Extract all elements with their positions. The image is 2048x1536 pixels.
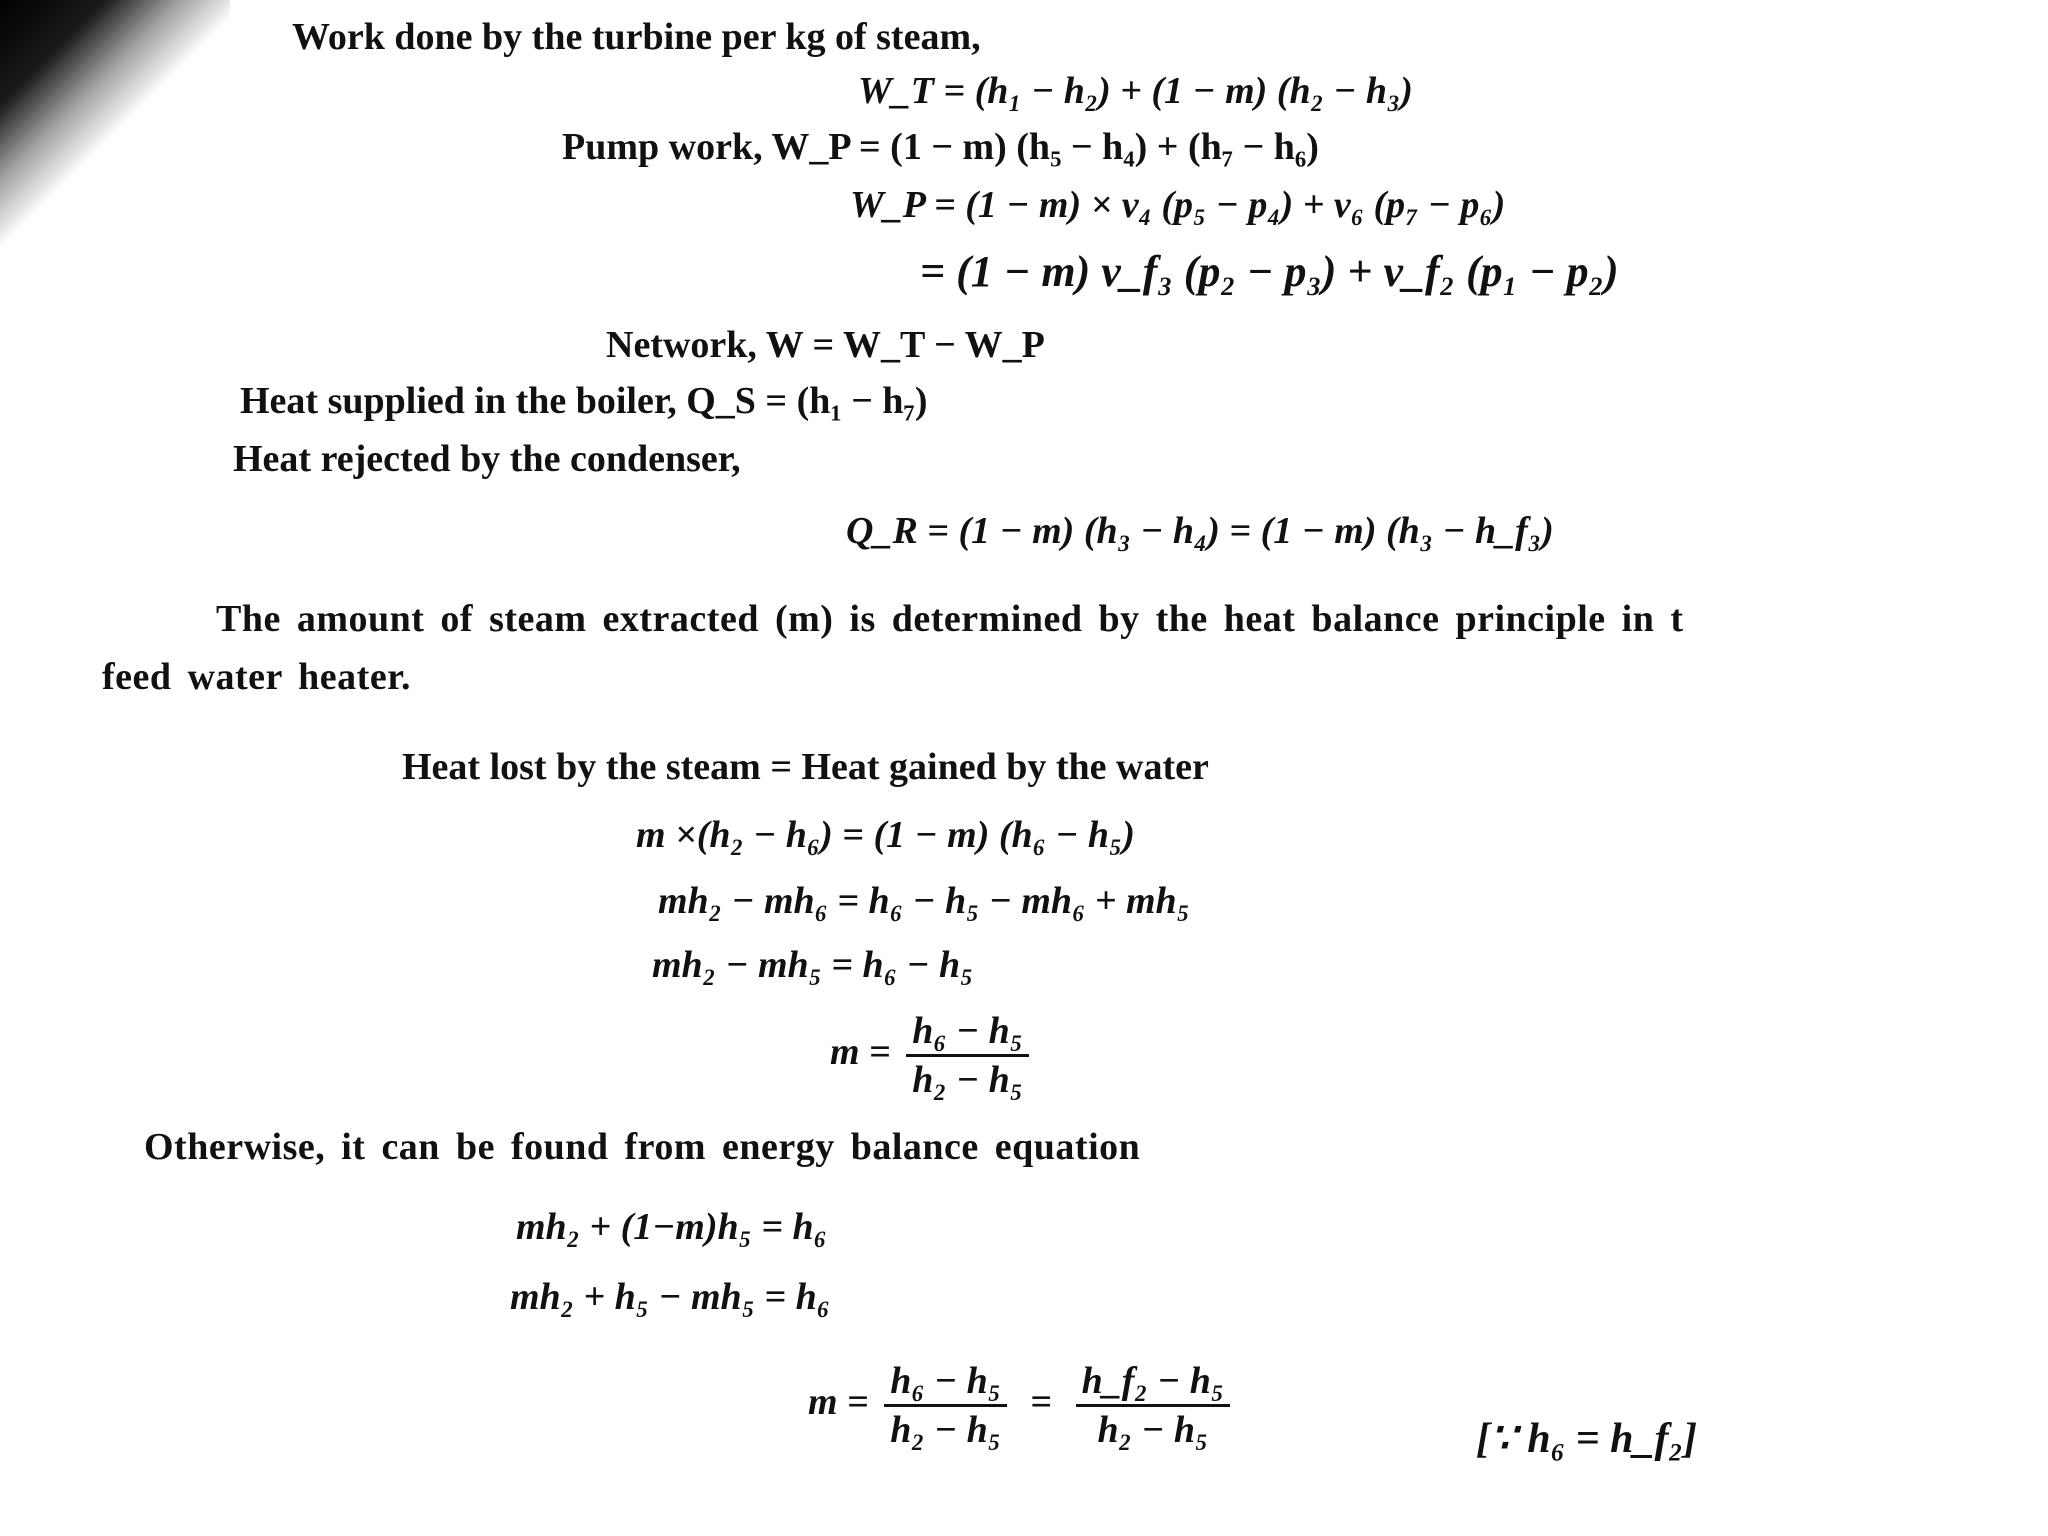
final-fraction-equals: = — [1030, 1381, 1053, 1424]
fraction-numerator: h₆ − h₅ — [906, 1012, 1029, 1057]
energy-balance-paragraph: Otherwise, it can be found from energy balance equation — [144, 1126, 1141, 1168]
final-fraction-2 — [1076, 1362, 1230, 1449]
turbine-work-heading: Work done by the turbine per kg of steam, — [292, 16, 981, 58]
extraction-paragraph-line2: feed water heater. — [102, 656, 412, 698]
network-equation: Network, W = W_T − W_P — [606, 324, 1045, 366]
final-fraction-2-denominator: h₂ − h₅ — [1097, 1409, 1209, 1451]
heat-balance-equation-3: mh₂ − mh₅ = h₆ − h₅ — [652, 944, 974, 986]
energy-balance-equation-1: mh₂ + (1−m)h₅ = h₆ — [516, 1206, 827, 1248]
heat-rejected-heading: Heat rejected by the condenser, — [233, 438, 741, 480]
fraction-lhs: m = — [830, 1031, 891, 1074]
pump-work-pressure-equation: = (1 − m) v_f₃ (p₂ − p₃) + v_f₂ (p₁ − p₂) — [920, 247, 1619, 296]
heat-balance-equation-1: m ×(h₂ − h₆) = (1 − m) (h₆ − h₅) — [636, 814, 1135, 856]
heat-balance-statement: Heat lost by the steam = Heat gained by the water — [402, 746, 1209, 788]
heat-supplied-equation: Heat supplied in the boiler, Q_S = (h₁ − h₇) — [240, 380, 928, 422]
final-fraction-1-denominator: h₂ − h₅ — [890, 1409, 1002, 1451]
pump-work-volume-equation: W_P = (1 − m) × v₄ (p₅ − p₄) + v₆ (p₇ − p₆) — [850, 184, 1506, 226]
final-fraction-1-numerator: h₆ − h₅ — [884, 1362, 1007, 1407]
pump-work-equation: Pump work, W_P = (1 − m) (h₅ − h₄) + (h₇ − h₆) — [562, 126, 1319, 168]
extraction-paragraph-line1: The amount of steam extracted (m) is determined by the heat balance principle in t — [216, 598, 1684, 640]
turbine-work-equation: W_T = (h₁ − h₂) + (1 − m) (h₂ − h₃) — [858, 70, 1413, 112]
fraction — [906, 1012, 1029, 1099]
heat-rejected-equation: Q_R = (1 − m) (h₃ − h₄) = (1 − m) (h₃ − h_f₃) — [846, 510, 1554, 552]
final-fraction-2-numerator: h_f₂ − h₅ — [1076, 1362, 1230, 1407]
extraction-fraction-equation — [830, 1012, 1035, 1099]
energy-balance-equation-2: mh₂ + h₅ − mh₅ = h₆ — [510, 1276, 830, 1318]
final-fraction-lhs: m = — [808, 1381, 869, 1424]
page-corner-shadow — [0, 0, 230, 250]
final-fraction-1 — [884, 1362, 1007, 1449]
final-fraction-equation — [808, 1362, 1236, 1449]
fraction-denominator: h₂ − h₅ — [912, 1059, 1024, 1101]
since-note: [∵ h₆ = h_f₂] — [1476, 1416, 1698, 1462]
heat-balance-equation-2: mh₂ − mh₆ = h₆ − h₅ − mh₆ + mh₅ — [658, 880, 1190, 922]
